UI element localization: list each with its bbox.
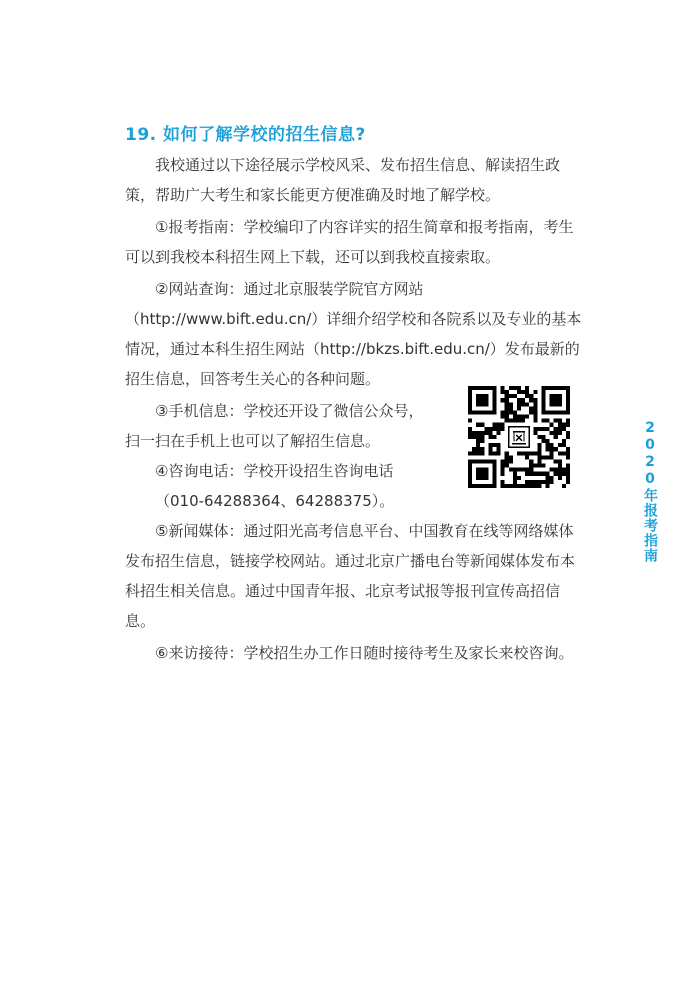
- qr-code-icon[interactable]: [468, 386, 570, 488]
- item-mobile-line2: 扫一扫在手机上也可以了解招生信息。: [125, 432, 381, 450]
- intro-paragraph: 我校通过以下途径展示学校风采、发布招生信息、解读招生政策，帮助广大考生和家长能更方便准确及时地了解学校。: [125, 156, 561, 204]
- item-phone-line2: （010-64288364、64288375）。: [155, 492, 395, 510]
- side-year-label: 2020年报考指南: [642, 420, 658, 563]
- item-mobile-line1: ③手机信息：学校还开设了微信公众号，: [155, 402, 424, 420]
- section-heading: 19. 如何了解学校的招生信息?: [125, 125, 366, 145]
- item-phone-line1: ④咨询电话：学校开设招生咨询电话: [155, 462, 394, 480]
- item-visit-paragraph: ⑥来访接待：学校招生办工作日随时接待考生及家长来校咨询。: [155, 644, 574, 662]
- item-website-paragraph: ②网站查询：通过北京服装学院官方网站（http://www.bift.edu.cn/）详细介绍学校和各院系以及专业的基本情况，通过本科生招生网站（http://bkzs.bift.edu.cn/）发布最新的招生信息，回答考生关心的各种问题。: [125, 280, 582, 388]
- item-media-paragraph: ⑤新闻媒体：通过阳光高考信息平台、中国教育在线等网络媒体发布招生信息，链接学校网站。通过北京广播电台等新闻媒体发布本科招生相关信息。通过中国青年报、北京考试报等报刊宣传高招信息。: [125, 522, 576, 630]
- item-guide-paragraph: ①报考指南：学校编印了内容详实的招生简章和报考指南，考生可以到我校本科招生网上下载，还可以到我校直接索取。: [125, 218, 574, 266]
